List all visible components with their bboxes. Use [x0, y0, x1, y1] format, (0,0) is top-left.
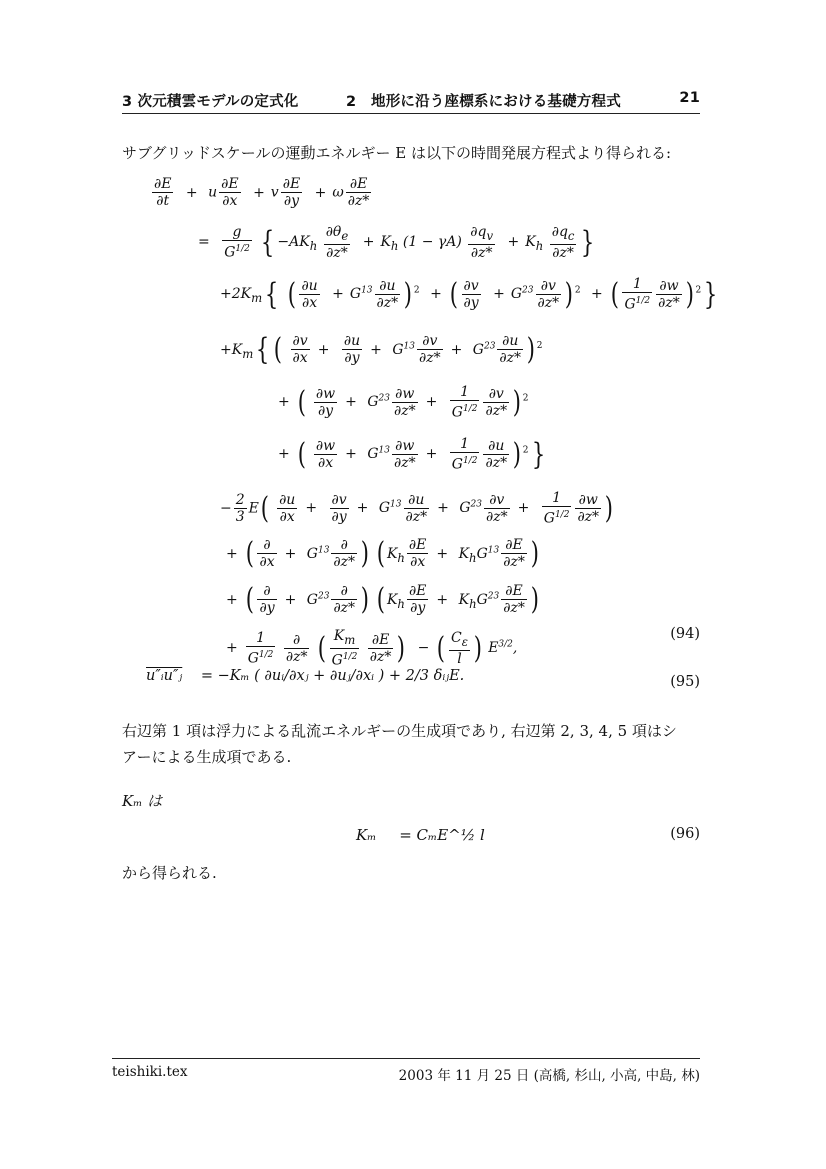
- eq94-row-4: $+K_m${ ( $\frac{\partial v}{\partial x}$ + $\frac{\partial u}{\partial y}$ + $G^{13}$ $\frac{\partial v}{\partial z*}$ + $G^{23}$ $\frac{\partial u}{\partial z*}$ ) $^2$: [220, 332, 543, 367]
- footer-filename: teishiki.tex: [112, 1064, 188, 1080]
- equation-94-block: [140, 172, 718, 712]
- eq95-lhs: u″ᵢu″ⱼ: [146, 668, 183, 684]
- eq96-rhs: = CₘE^½ l: [399, 826, 485, 844]
- eq94-row-7: − $\frac{2}{3}$ E( $\frac{\partial u}{\partial x}$ + $\frac{\partial v}{\partial y}$ + $G^{13}$ $\frac{\partial u}{\partial z*}$ + $G^{23}$ $\frac{\partial v}{\partial z*}$ + $\frac{1}{G^{1/2}}$ $\frac{\partial w}{\partial z*}$ ): [220, 490, 614, 527]
- footer-date-authors: 2003 年 11 月 25 日 (高橋, 杉山, 小高, 中島, 林): [398, 1068, 700, 1084]
- eq96-lhs: Kₘ: [356, 826, 377, 844]
- eq94-row-5: + ( $\frac{\partial w}{\partial y}$ + $G^{23}$ $\frac{\partial w}{\partial z*}$ + $\frac{1}{G^{1/2}}$ $\frac{\partial v}{\partial z*}$ ) $^2$: [278, 384, 529, 421]
- eq94-label: (94): [670, 626, 700, 642]
- page-number: 21: [679, 90, 700, 106]
- paragraph-line-1: 右辺第 1 項は浮力による乱流エネルギーの生成項であり, 右辺第 2, 3, 4, 5 項はシ: [122, 722, 677, 740]
- eq95-rhs: = −Kₘ ( ∂uᵢ/∂xⱼ + ∂uⱼ/∂xᵢ ) + 2/3 δᵢⱼE.: [200, 668, 465, 684]
- eq94-row-6: + ( $\frac{\partial w}{\partial x}$ + $G^{13}$ $\frac{\partial w}{\partial z*}$ + $\frac{1}{G^{1/2}}$ $\frac{\partial u}{\partial z*}$ ) $^2$}: [278, 436, 545, 473]
- footer-rule: [112, 1058, 700, 1059]
- running-header: [122, 90, 700, 110]
- header-rule: [122, 113, 700, 114]
- eq94-row-1: $\frac{\partial E}{\partial t}$ + u $\frac{\partial E}{\partial x}$ + v $\frac{\partial E}{\partial y}$ + ω $\frac{\partial E}{\partial z*}$: [154, 176, 370, 209]
- eq94-row-8: + ( $\frac{\partial}{\partial x}$ + $G^{13}$ $\frac{\partial}{\partial z*}$ ) ( $K_h$ $\frac{\partial E}{\partial x}$ + $K_hG^{13}$ $\frac{\partial E}{\partial z*}$ ): [226, 536, 539, 571]
- eq94-row-10: + $\frac{1}{G^{1/2}}$ $\frac{\partial}{\partial z*}$ ( $\frac{K_m}{G^{1/2}}$ $\frac{\partial E}{\partial z*}$ ) − ( $\frac{C_\varepsilon}{l}$ ) $E^{3/2}$,: [226, 628, 518, 669]
- equation-95: [146, 668, 464, 684]
- intro-paragraph: サブグリッドスケールの運動エネルギー E は以下の時間発展方程式より得られる:: [122, 144, 672, 162]
- from-text: から得られる.: [122, 864, 217, 882]
- eq96-label: (96): [670, 826, 700, 842]
- km-intro: Kₘ は: [122, 792, 163, 810]
- equation-96: [356, 826, 485, 844]
- eq94-row-9: + ( $\frac{\partial}{\partial y}$ + $G^{23}$ $\frac{\partial}{\partial z*}$ ) ( $K_h$ $\frac{\partial E}{\partial y}$ + $K_hG^{23}$ $\frac{\partial E}{\partial z*}$ ): [226, 582, 539, 617]
- eq94-row-2: = $\frac{g}{G^{1/2}}$ { $-AK_h$ $\frac{\partial\theta_e}{\partial z*}$ + $K_h$ (1 − γA) $\frac{\partial q_v}{\partial z*}$ + $K_h$ $\frac{\partial q_c}{\partial z*}$ }: [198, 224, 595, 261]
- eq95-label: (95): [670, 674, 700, 690]
- section-title: 2 地形に沿う座標系における基礎方程式: [346, 94, 621, 110]
- paragraph-line-2: アーによる生成項である.: [122, 748, 292, 766]
- chapter-title: 3 次元積雲モデルの定式化: [122, 94, 299, 110]
- eq94-row-3: $+2K_m${ ( $\frac{\partial u}{\partial x}$ + $G^{13}$ $\frac{\partial u}{\partial z*}$ ) $^2$ + ( $\frac{\partial v}{\partial y}$ + $G^{23}$ $\frac{\partial v}{\partial z*}$ ) $^2$ + ( $\frac{1}{G^{1/2}}$ $\frac{\partial w}{\partial z*}$ ) $^2$}: [220, 276, 718, 313]
